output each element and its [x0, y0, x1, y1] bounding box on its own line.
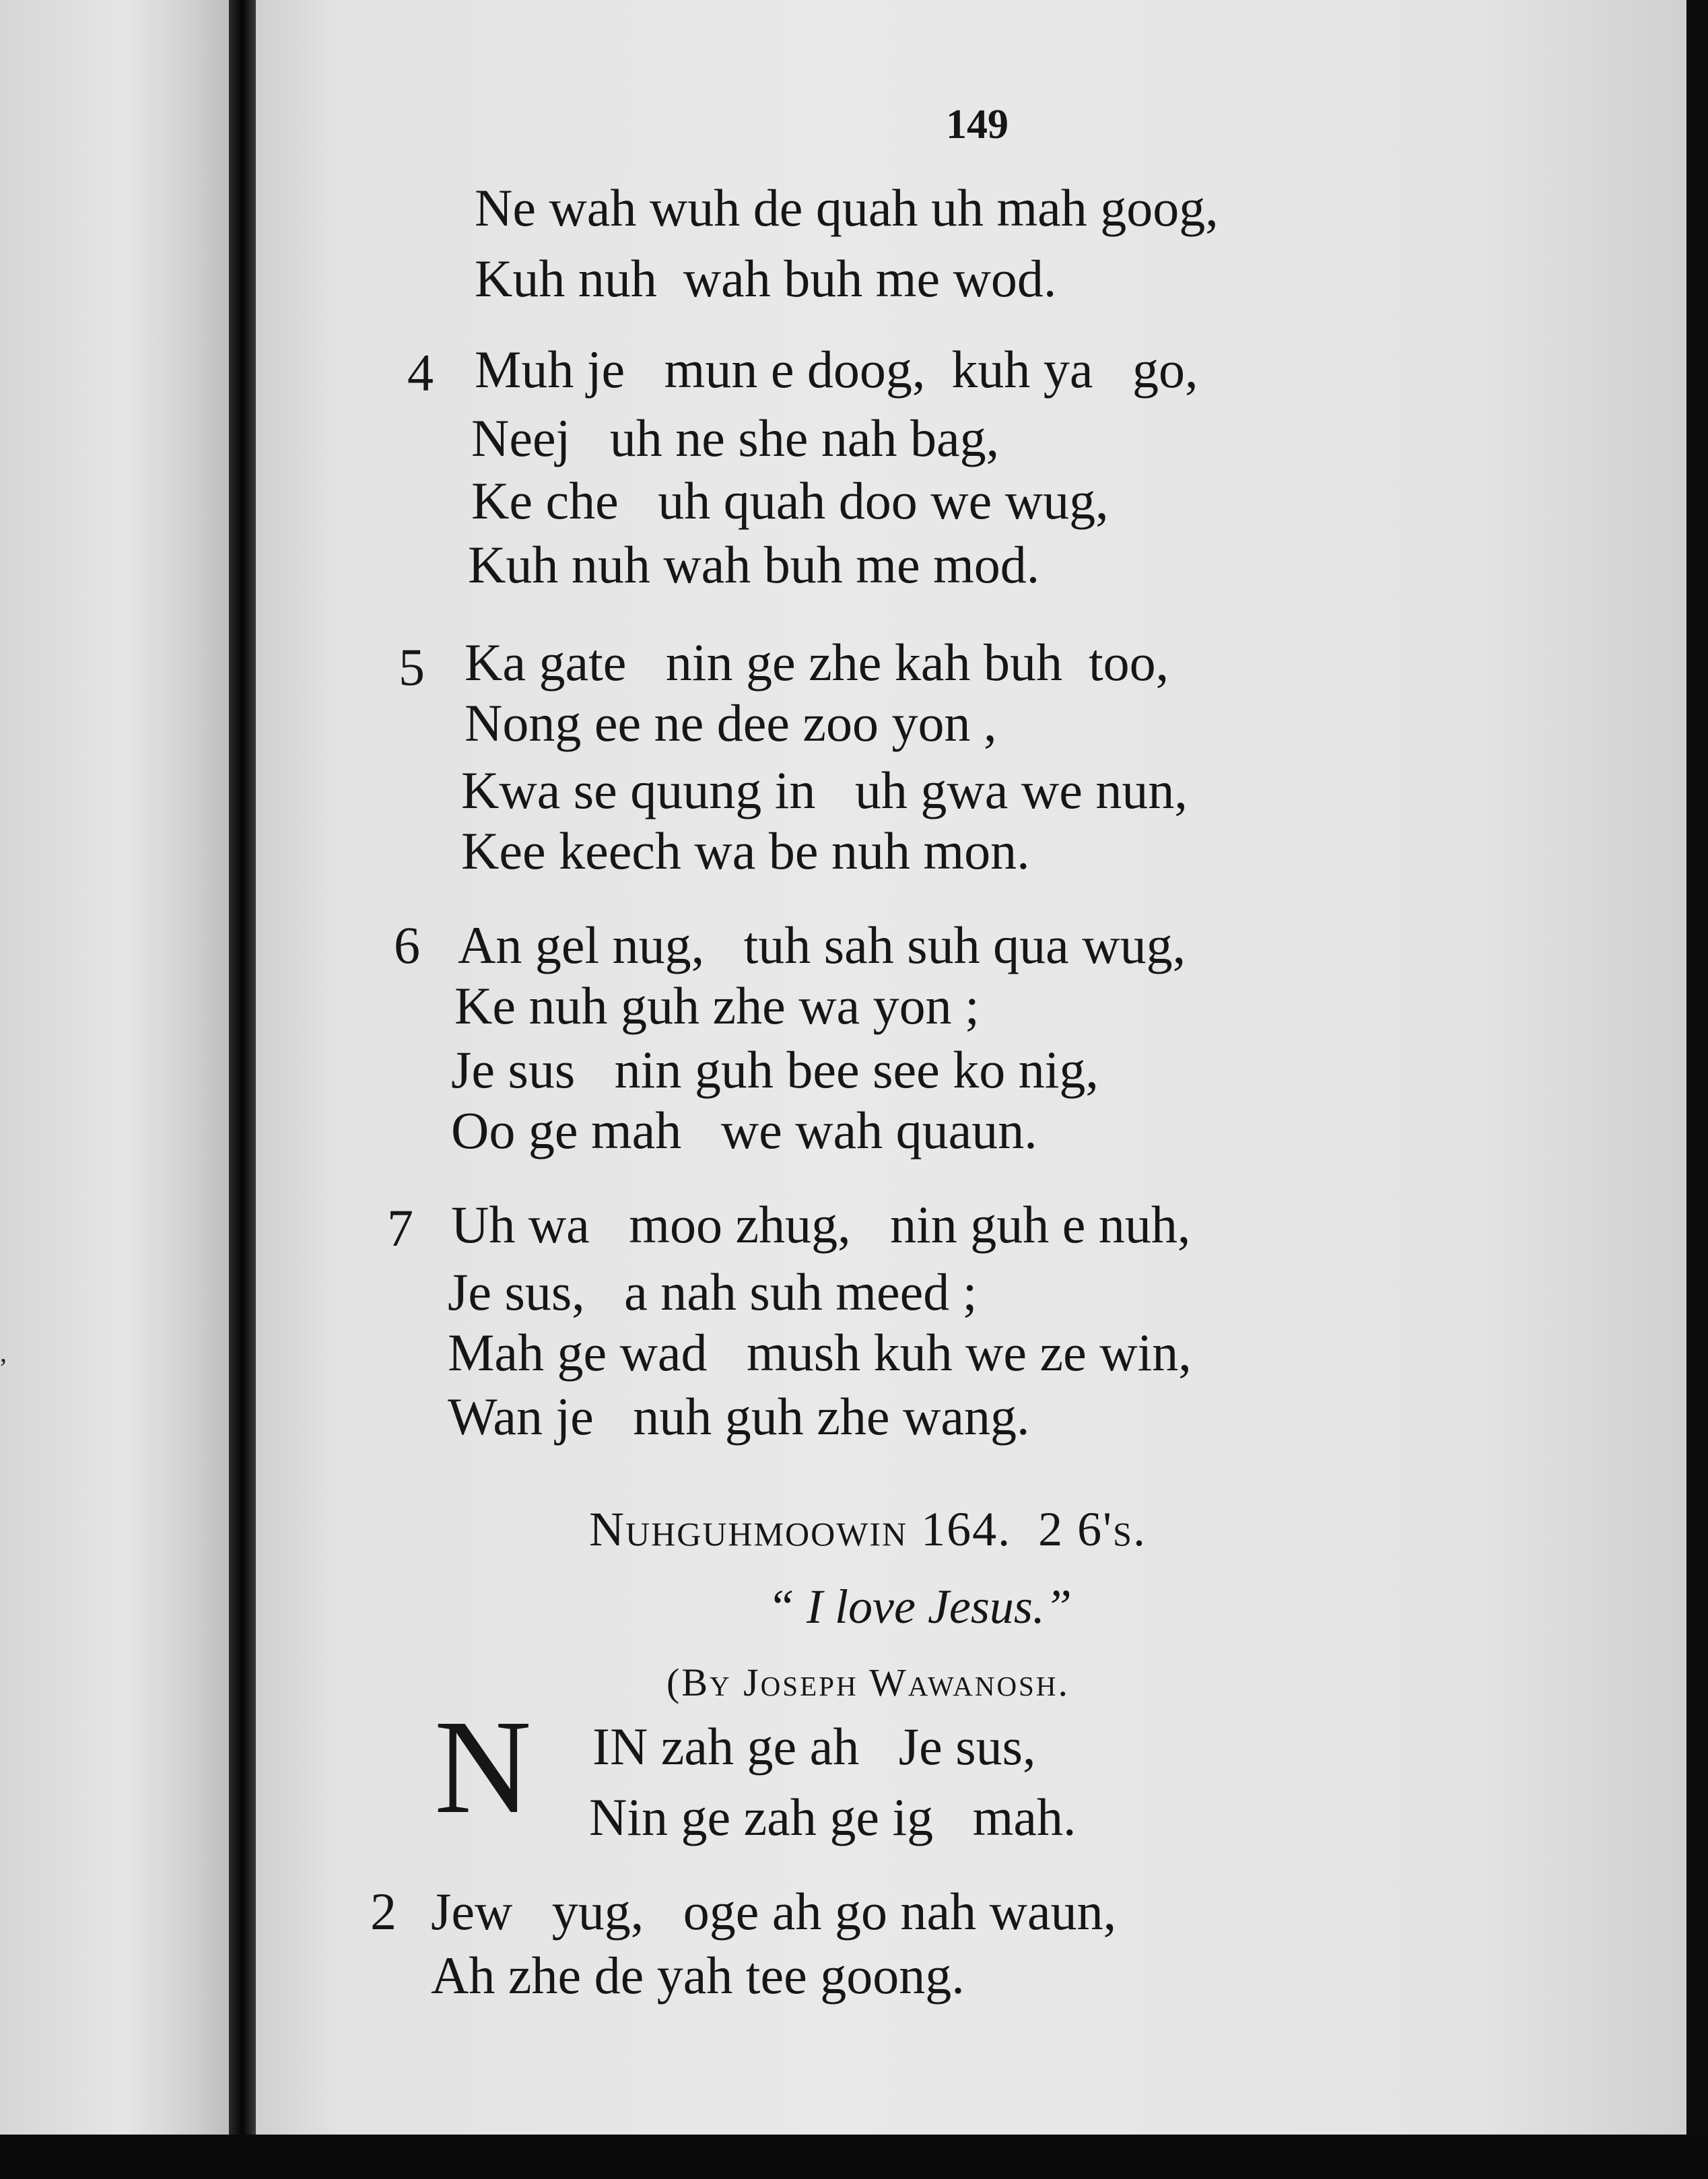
left-page-mark: ,: [0, 1337, 7, 1368]
verse-number: 6: [394, 916, 420, 974]
verse-line: Kuh nuh wah buh me mod.: [468, 535, 1040, 594]
verse-line: Je sus nin guh bee see ko nig,: [451, 1040, 1099, 1099]
verse-line: Neej uh ne she nah bag,: [471, 409, 1000, 467]
verse-line: IN zah ge ah Je sus,: [592, 1717, 1036, 1776]
verse-line: Uh wa moo zhug, nin guh e nuh,: [451, 1195, 1191, 1254]
verse-line: Kee keech wa be nuh mon.: [461, 822, 1030, 880]
verse-line: Nong ee ne dee zoo yon ,: [465, 694, 997, 752]
hymn-author: (By Joseph Wawanosh.: [667, 1661, 1070, 1704]
verse-line: Kwa se quung in uh gwa we nun,: [461, 761, 1188, 819]
drop-cap: N: [434, 1693, 532, 1842]
verse-line: Nin ge zah ge ig mah.: [589, 1788, 1077, 1846]
page-number: 149: [946, 102, 1009, 147]
verse-line: Ke nuh guh zhe wa yon ;: [454, 976, 980, 1035]
verse-line: Kuh nuh wah buh me wod.: [475, 249, 1057, 308]
hymn-subtitle: “ I love Jesus.”: [767, 1580, 1072, 1634]
verse-line: Ah zhe de yah tee goong.: [431, 1946, 965, 2005]
verse-line: Ne wah wuh de quah uh mah goog,: [475, 178, 1219, 237]
verse-number: 5: [399, 638, 425, 696]
verse-line: Mah ge wad mush kuh we ze win,: [448, 1323, 1192, 1382]
hymn-title: Nuhguhmoowin 164. 2 6's.: [589, 1502, 1147, 1556]
verse-number: 4: [407, 343, 434, 402]
verse-line: Jew yug, oge ah go nah waun,: [431, 1882, 1117, 1941]
verse-line: Ke che uh quah doo we wug,: [471, 471, 1109, 530]
verse-line: Je sus, a nah suh meed ;: [448, 1263, 978, 1321]
verse-line: Ka gate nin ge zhe kah buh too,: [465, 633, 1169, 692]
verse-line: An gel nug, tuh sah suh qua wug,: [458, 916, 1186, 974]
verse-line: Oo ge mah we wah quaun.: [451, 1101, 1037, 1160]
verse-line: Wan je nuh guh zhe wang.: [448, 1387, 1030, 1446]
verse-number: 7: [387, 1199, 413, 1257]
verse-line: Muh je mun e doog, kuh ya go,: [475, 340, 1198, 399]
verse-number: 2: [370, 1882, 397, 1941]
